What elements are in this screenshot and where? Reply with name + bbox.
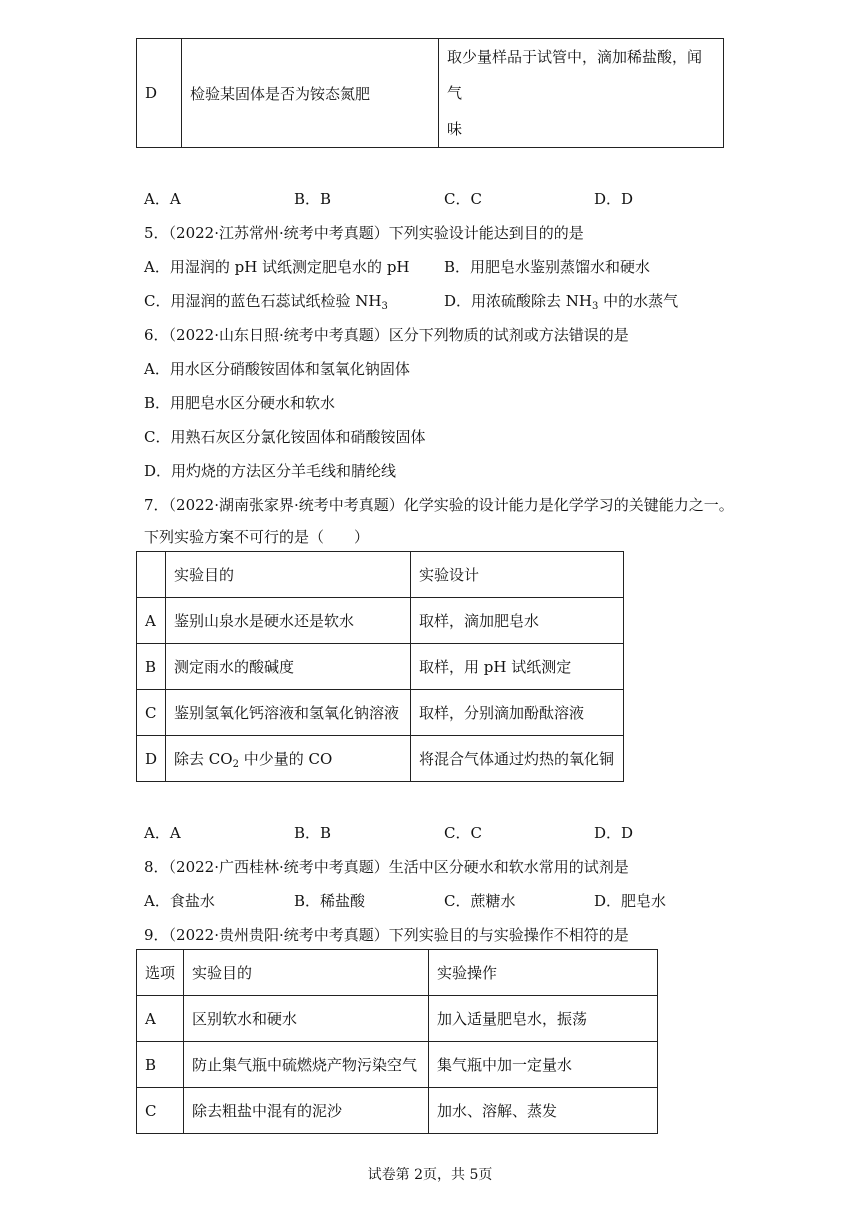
table-row bbox=[137, 996, 658, 1042]
table-cell-goal: 鉴别氢氧化钙溶液和氢氧化钠溶液 bbox=[166, 690, 411, 736]
q5-option-d bbox=[444, 290, 678, 311]
table-cell-design: 取样，用 pH 试纸测定 bbox=[411, 644, 624, 690]
table-cell-operation: 集气瓶中加一定量水 bbox=[429, 1042, 658, 1088]
q7-stem-line2: 下列实验方案不可行的是（ ） bbox=[144, 528, 370, 546]
q5-d-sub: 3 bbox=[592, 301, 599, 312]
table-cell-option: A bbox=[137, 996, 184, 1042]
option-d: D．肥皂水 bbox=[594, 892, 667, 910]
table-cell-goal: 鉴别山泉水是硬水还是软水 bbox=[166, 598, 411, 644]
table-cell-design: 将混合气体通过灼热的氧化铜 bbox=[411, 736, 624, 782]
table-cell-goal: 检验某固体是否为铵态氮肥 bbox=[182, 39, 439, 148]
table-row bbox=[137, 644, 624, 690]
option-b: B．稀盐酸 bbox=[294, 892, 366, 910]
option-c: C．蔗糖水 bbox=[444, 892, 516, 910]
table-header-goal: 实验目的 bbox=[184, 950, 429, 996]
cell-text: 除去 CO bbox=[174, 750, 233, 768]
table-header-option: 选项 bbox=[137, 950, 184, 996]
table-header-option bbox=[137, 552, 166, 598]
q8-stem: 8．（2022·广西桂林·统考中考真题）生活中区分硬水和软水常用的试剂是 bbox=[144, 858, 629, 876]
table-cell-design bbox=[439, 39, 724, 148]
table-cell-goal: 区别软水和硬水 bbox=[184, 996, 429, 1042]
q5-c-text: C．用湿润的蓝色石蕊试纸检验 NH bbox=[144, 292, 382, 310]
table-row bbox=[137, 736, 624, 782]
table-header-design: 实验设计 bbox=[411, 552, 624, 598]
option-a: A．A bbox=[144, 824, 181, 842]
q7-stem-line1: 7．（2022·湖南张家界·统考中考真题）化学实验的设计能力是化学学习的关键能力之一。 bbox=[144, 496, 734, 514]
q5-option-b: B．用肥皂水鉴别蒸馏水和硬水 bbox=[444, 258, 651, 276]
q6-option-a: A．用水区分硝酸铵固体和氢氧化钠固体 bbox=[144, 360, 410, 378]
table-cell-option: D bbox=[137, 736, 166, 782]
table-cell-goal: 除去粗盐中混有的泥沙 bbox=[184, 1088, 429, 1134]
table-cell-option: D bbox=[137, 39, 182, 148]
cell-text-end: 中少量的 CO bbox=[238, 750, 333, 768]
table-cell-design: 取样，分别滴加酚酞溶液 bbox=[411, 690, 624, 736]
option-b: B．B bbox=[294, 824, 332, 842]
table-cell-goal: 测定雨水的酸碱度 bbox=[166, 644, 411, 690]
table-row bbox=[137, 1042, 658, 1088]
table-row bbox=[137, 1088, 658, 1134]
table-row bbox=[137, 598, 624, 644]
page-footer: 试卷第 2页，共 5页 bbox=[367, 1167, 493, 1183]
design-line-1: 取少量样品于试管中，滴加稀盐酸，闻气 bbox=[447, 48, 703, 102]
table-row bbox=[137, 690, 624, 736]
table-q4-continuation bbox=[136, 38, 724, 148]
option-a: A．食盐水 bbox=[144, 892, 215, 910]
option-d: D．D bbox=[594, 824, 634, 842]
table-cell-option: A bbox=[137, 598, 166, 644]
table-cell-option: B bbox=[137, 1042, 184, 1088]
design-line-2: 味 bbox=[447, 120, 463, 138]
option-a: A．A bbox=[144, 190, 181, 208]
q9-stem: 9．（2022·贵州贵阳·统考中考真题）下列实验目的与实验操作不相符的是 bbox=[144, 926, 629, 944]
table-cell-operation: 加水、溶解、蒸发 bbox=[429, 1088, 658, 1134]
option-d: D．D bbox=[594, 190, 634, 208]
table-header-goal: 实验目的 bbox=[166, 552, 411, 598]
table-cell-goal bbox=[166, 736, 411, 782]
q6-option-c: C．用熟石灰区分氯化铵固体和硝酸铵固体 bbox=[144, 428, 426, 446]
option-b: B．B bbox=[294, 190, 332, 208]
q6-option-d: D．用灼烧的方法区分羊毛线和腈纶线 bbox=[144, 462, 397, 480]
q6-option-b: B．用肥皂水区分硬水和软水 bbox=[144, 394, 336, 412]
table-q9 bbox=[136, 949, 658, 1134]
option-c: C．C bbox=[444, 190, 482, 208]
table-cell-design: 取样，滴加肥皂水 bbox=[411, 598, 624, 644]
q5-c-sub: 3 bbox=[381, 301, 388, 312]
table-header-operation: 实验操作 bbox=[429, 950, 658, 996]
q6-stem: 6．（2022·山东日照·统考中考真题）区分下列物质的试剂或方法错误的是 bbox=[144, 326, 629, 344]
table-cell-option: C bbox=[137, 1088, 184, 1134]
table-cell-operation: 加入适量肥皂水，振荡 bbox=[429, 996, 658, 1042]
q5-option-c bbox=[144, 290, 388, 311]
q5-option-a: A．用湿润的 pH 试纸测定肥皂水的 pH bbox=[144, 258, 410, 276]
table-cell-option: B bbox=[137, 644, 166, 690]
option-c: C．C bbox=[444, 824, 482, 842]
cell-sub: 2 bbox=[232, 759, 239, 770]
q5-d-text-end: 中的水蒸气 bbox=[598, 292, 679, 310]
table-cell-option: C bbox=[137, 690, 166, 736]
table-cell-goal: 防止集气瓶中硫燃烧产物污染空气 bbox=[184, 1042, 429, 1088]
q5-stem: 5．（2022·江苏常州·统考中考真题）下列实验设计能达到目的的是 bbox=[144, 224, 584, 242]
q5-d-text: D．用浓硫酸除去 NH bbox=[444, 292, 593, 310]
table-q7 bbox=[136, 551, 624, 782]
